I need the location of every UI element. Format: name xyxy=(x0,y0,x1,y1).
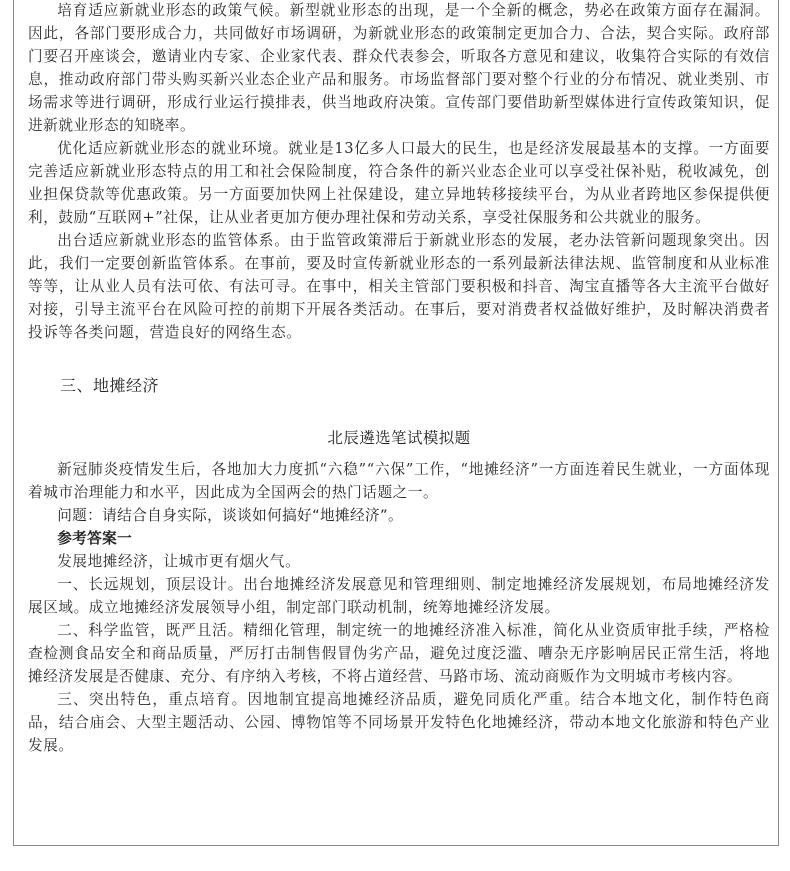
document-body xyxy=(28,0,770,757)
document-title: 北辰遴选笔试模拟题 xyxy=(327,429,471,447)
answer-paragraph-supervision: 二、科学监管，既严且活。精细化管理，制定统一的地摊经济准入标准，简化从业资质审批手续，严格检查检测食品安全和商品质量，严厉打击制售假冒伪劣产品，避免过度泛滥、嘈杂无序影响居民正常生活，将地摊经济发展是否健康、充分、有序纳入考核，不将占道经营、马路市场、流动商贩作为文明城市考核内容。 xyxy=(28,622,770,685)
answer-paragraph-intro: 发展地摊经济，让城市更有烟火气。 xyxy=(57,553,301,570)
answer-heading: 参考答案一 xyxy=(57,530,133,547)
paragraph-regulatory-system: 出台适应新就业形态的监管体系。由于监管政策滞后于新就业形态的发展，老办法管新问题现象突出。因此，我们一定要创新监管体系。在事前，要及时宣传新就业形态的一系列最新法律法规、监管制度和从业标准等等，让从业人员有法可依、有法可寻。在事中，相关主管部门要积极和抖音、淘宝直播等各大主流平台做好对接，引导主流平台在风险可控的前期下开展各类活动。在事后，要对消费者权益做好维护，及时解决消费者投诉等各类问题，营造良好的网络生态。 xyxy=(28,232,770,341)
paragraph-employment-environment: 优化适应新就业形态的就业环境。就业是13亿多人口最大的民生，也是经济发展最基本的支撑。一方面要完善适应新就业形态特点的用工和社会保险制度，符合条件的新兴业态企业可以享受社保补贴，税收减免，创业担保贷款等优惠政策。另一方面要加快网上社保建设，建立异地转移接续平台，为从业者跨地区参保提供便利，鼓励“互联网+”社保，让从业者更加方便办理社保和劳动关系，享受社保服务和公共就业的服务。 xyxy=(28,140,770,226)
paragraph-policy-climate: 培育适应新就业形态的政策气候。新型就业形态的出现，是一个全新的概念，势必在政策方面存在漏洞。因此，各部门要形成合力，共同做好市场调研，为新就业形态的政策制定更加合力、合法，契合实际。政府部门要召开座谈会，邀请业内专家、企业家代表、群众代表参会，听取各方意见和建议，收集符合实际的有效信息，推动政府部门带头购买新兴业态企业产品和服务。市场监督部门要对整个行业的分布情况、就业类别、市场需求等进行调研，形成行业运行摸排表，供当地政府决策。宣传部门要借助新型媒体进行宣传政策知识，促进新就业形态的知晓率。 xyxy=(28,2,770,134)
intro-paragraph: 新冠肺炎疫情发生后，各地加大力度抓“六稳”“六保”工作，“地摊经济”一方面连着民生就业，一方面体现着城市治理能力和水平，因此成为全国两会的热门话题之一。 xyxy=(28,461,770,501)
question-line: 问题：请结合自身实际，谈谈如何搞好“地摊经济”。 xyxy=(57,507,403,524)
answer-paragraph-planning: 一、长远规划，顶层设计。出台地摊经济发展意见和管理细则、制定地摊经济发展规划，布局地摊经济发展区域。成立地摊经济发展领导小组，制定部门联动机制，统筹地摊经济发展。 xyxy=(28,576,770,616)
answer-paragraph-features: 三、突出特色，重点培育。因地制宜提高地摊经济品质，避免同质化严重。结合本地文化，制作特色商品，结合庙会、大型主题活动、公园、博物馆等不同场景开发特色化地摊经济，带动本地文化旅游和特色产业发展。 xyxy=(28,691,770,754)
section-heading: 三、地摊经济 xyxy=(60,376,160,395)
